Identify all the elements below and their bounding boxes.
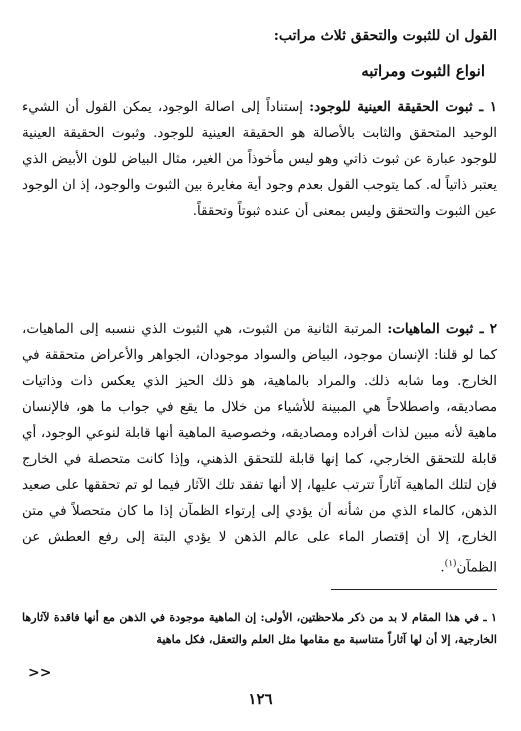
paragraph-lead: ١ ـ ثبوت الحقيقة العينية للوجود:	[309, 99, 497, 115]
page-number: ١٢٦	[248, 690, 273, 708]
paragraph-quiddities	[22, 316, 497, 581]
footnote-reference[interactable]: (١)	[444, 559, 457, 569]
paragraph-end: .	[440, 560, 445, 576]
footnote-text: ١ ـ في هذا المقام لا بد من ذكر ملاحظتين، الأولى: إن الماهية موجودة في الذهن مع أنها فاقدة لآثارها الخارجية، إلا أن لها آثاراً متناسبة مع مقامها مثل العلم والتعقل، فكل ماهية	[22, 610, 497, 646]
paragraph-body: المرتبة الثانية من الثبوت، هي الثبوت الذي ننسبه إلى الماهيات، كما لو قلنا: الإنسان موجود، البياض والسواد موجودان، الجواهر والأعراض متحققة في الخارج. وما شابه ذلك. والمراد بالماهية، هو ذلك الحيز الذي يعكس ذات وذاتيات مصاديقه، واصطلاحاً هي المبينة للأشياء من خلال ما يقع في جواب ما هو، فالإنسان ماهية لأنه مبين لذات أفراده ومصاديقه، وخصوصية الماهية أنها قابلة لنوعي الوجود، أي قابلة للتحقق الخارجي، كما إنها قابلة للتحقق الذهني، وإذا كانت متحصلة في الخارج فإن لتلك الماهية آثاراً تترتب عليها، إلا أنها تفقد تلك الآثار فيما لو تم تحققها على صعيد الذهن، كالماء الذي من شأنه أن يؤدي إلى إرتواء الظمآن إذا ما كان متحصلاً في متن الخارج، إلا أن إقتصار الماء على عالم الذهن لا يؤدي البتة إلى رفع العطش عن الظمآن	[22, 322, 497, 576]
footnote-divider	[331, 589, 497, 590]
paragraph-body: إستناداً إلى اصالة الوجود، يمكن القول أن الشيء الوحيد المتحقق والثابت بالأصالة هو الحقيقة العينية للوجود. وثبوت الحقيقة العينية للوجود عبارة عن ثبوت ذاتي وهو ليس مأخوذاً من الغير، مثال البياض للون الأبيض الذي يعتبر ذاتياً له. كما يتوجب القول بعدم وجود أية مغايرة بين الثبوت والوجود، إذ ان الوجود عين الثبوت والتحقق وليس بمعنى أن عنده ثبوتاً وتحققاً.	[22, 100, 497, 219]
paragraph-lead: ٢ ـ ثبوت الماهيات:	[387, 321, 497, 337]
paragraph-existence	[22, 94, 497, 225]
continuation-mark: >>	[28, 665, 52, 681]
section-heading: انواع الثبوت ومراتبه	[361, 62, 485, 80]
intro-line: القول ان للثبوت والتحقق ثلاث مراتب:	[273, 28, 497, 44]
